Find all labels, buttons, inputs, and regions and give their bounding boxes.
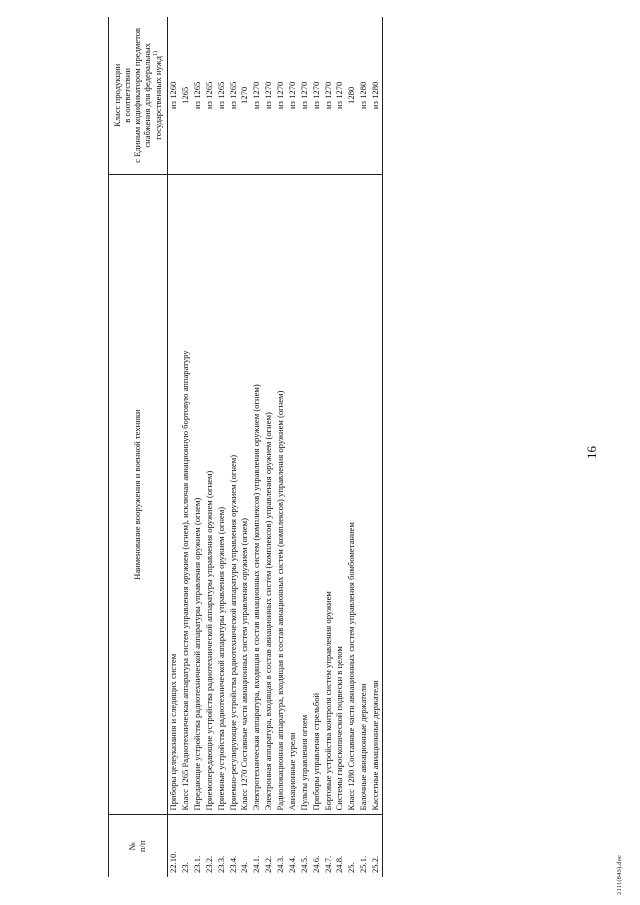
footnote-marker: 1) (152, 51, 159, 57)
row-name: Кассетные авиационные держатели (370, 174, 382, 815)
row-class: из 1270 (299, 17, 311, 174)
table-row (311, 17, 323, 877)
row-number: 23.1. (191, 855, 202, 873)
row-class: из 1280 (370, 17, 382, 174)
row-class: 1280 (346, 17, 358, 174)
row-name: Системы гироскопической подвески в целом (334, 174, 346, 815)
row-number: 24.8. (334, 855, 345, 873)
table-row (251, 17, 263, 877)
row-number: 24. (239, 862, 250, 873)
row-class: 1270 (239, 17, 251, 174)
table-row (228, 17, 240, 877)
table-row (180, 17, 192, 877)
row-class: из 1270 (323, 17, 335, 174)
table-row (334, 17, 346, 877)
row-class: из 1270 (287, 17, 299, 174)
document-code: 2111(843).doc (616, 854, 623, 895)
row-number: 23.4. (227, 855, 238, 873)
header-class-line-text: государственных нужд (152, 56, 163, 140)
table-row (168, 17, 180, 877)
row-class: из 1265 (228, 17, 240, 174)
header-class-line: снабжения для федеральных (141, 43, 152, 148)
row-class: из 1270 (334, 17, 346, 174)
weapons-classification-table (108, 17, 383, 877)
row-class: из 1270 (311, 17, 323, 174)
row-class: из 1270 (275, 17, 287, 174)
row-class: из 1265 (216, 17, 228, 174)
row-class: из 1270 (251, 17, 263, 174)
row-class: 1265 (180, 17, 192, 174)
row-number: 25.2. (370, 815, 382, 877)
row-name: Электротехническая аппаратура, входящая в состав авиационных систем (комплексов) управления оружием (огнем) (251, 174, 263, 815)
row-name: Бортовые устройства контроля систем управления оружием (323, 174, 335, 815)
row-name: Приборы целеуказания и следящих систем (168, 174, 180, 815)
row-number: 23.2. (203, 855, 214, 873)
table-row (192, 17, 204, 877)
row-name: Электронная аппаратура, входящая в состав авиационных систем (комплексов) управления оружием (огнем) (263, 174, 275, 815)
row-class: из 1280 (358, 17, 370, 174)
row-name: Приемно-регулирующие устройства радиотехнической аппаратуры управления оружием (огнем) (228, 174, 240, 815)
header-class (109, 17, 168, 174)
row-class: из 1270 (263, 17, 275, 174)
row-name: Авиационные турели (287, 174, 299, 815)
row-name: Балочные авиационные держатели (358, 174, 370, 815)
header-name (109, 174, 168, 815)
page-number: 16 (584, 446, 599, 459)
table-row (299, 17, 311, 877)
row-name: Радиолокационная аппаратура, входящая в состав авиационных систем (комплексов) управления оружием (огнем) (275, 174, 287, 815)
row-name: Приемные устройства радиотехнической аппаратуры управления оружием (огнем) (216, 174, 228, 815)
row-number: 24.6. (310, 855, 321, 873)
row-number: 24.7. (322, 855, 333, 873)
row-number: 25.1. (358, 855, 369, 873)
table-row (239, 17, 251, 877)
header-name-label: Наименование вооружения и военной техники (132, 409, 143, 580)
row-number: 25. (346, 862, 357, 873)
row-number: 24.2. (263, 855, 274, 873)
header-class-line: в соответствии (121, 67, 132, 123)
table-row (263, 17, 275, 877)
row-class: из 1265 (204, 17, 216, 174)
row-name: Передающие устройства радиотехнической аппаратуры управления оружием (огнем) (192, 174, 204, 815)
row-name: Приемопередающие устройства радиотехнической аппаратуры управления оружием (огнем) (204, 174, 216, 815)
table-header-row (109, 17, 168, 877)
row-number: 24.3. (275, 855, 286, 873)
table-row (370, 17, 382, 877)
row-name: Класс 1280 Составные части авиационных систем управления бомбометанием (346, 174, 358, 815)
table-row (358, 17, 370, 877)
header-class-line: Класс продукции (112, 63, 122, 127)
row-name: Приборы управления стрельбой (311, 174, 323, 815)
header-number-label: № п/п (127, 840, 148, 853)
table-row (275, 17, 287, 877)
table-row (216, 17, 228, 877)
row-number: 22.10. (168, 851, 179, 873)
header-class-line (153, 21, 164, 170)
row-name: Пульты управления огнем (299, 174, 311, 815)
row-number: 23. (180, 862, 191, 873)
table-body (168, 17, 383, 877)
table-row (323, 17, 335, 877)
row-number: 24.5. (298, 855, 309, 873)
row-name: Класс 1265 Радиотехническая аппаратура систем управления оружием (огнем), исключая авиационную бортовую аппаратуру (180, 174, 192, 815)
row-class: из 1260 (168, 17, 180, 174)
header-number (109, 815, 168, 877)
row-number: 24.1. (251, 855, 262, 873)
table-row (346, 17, 358, 877)
row-number: 23.3. (215, 855, 226, 873)
row-number: 24.4. (286, 855, 297, 873)
header-class-line: с Единым кодификатором предметов (131, 27, 142, 163)
table-row (287, 17, 299, 877)
table-row (204, 17, 216, 877)
row-class: из 1265 (192, 17, 204, 174)
row-name: Класс 1270 Составные части авиационных систем управления оружием (огнем) (239, 174, 251, 815)
